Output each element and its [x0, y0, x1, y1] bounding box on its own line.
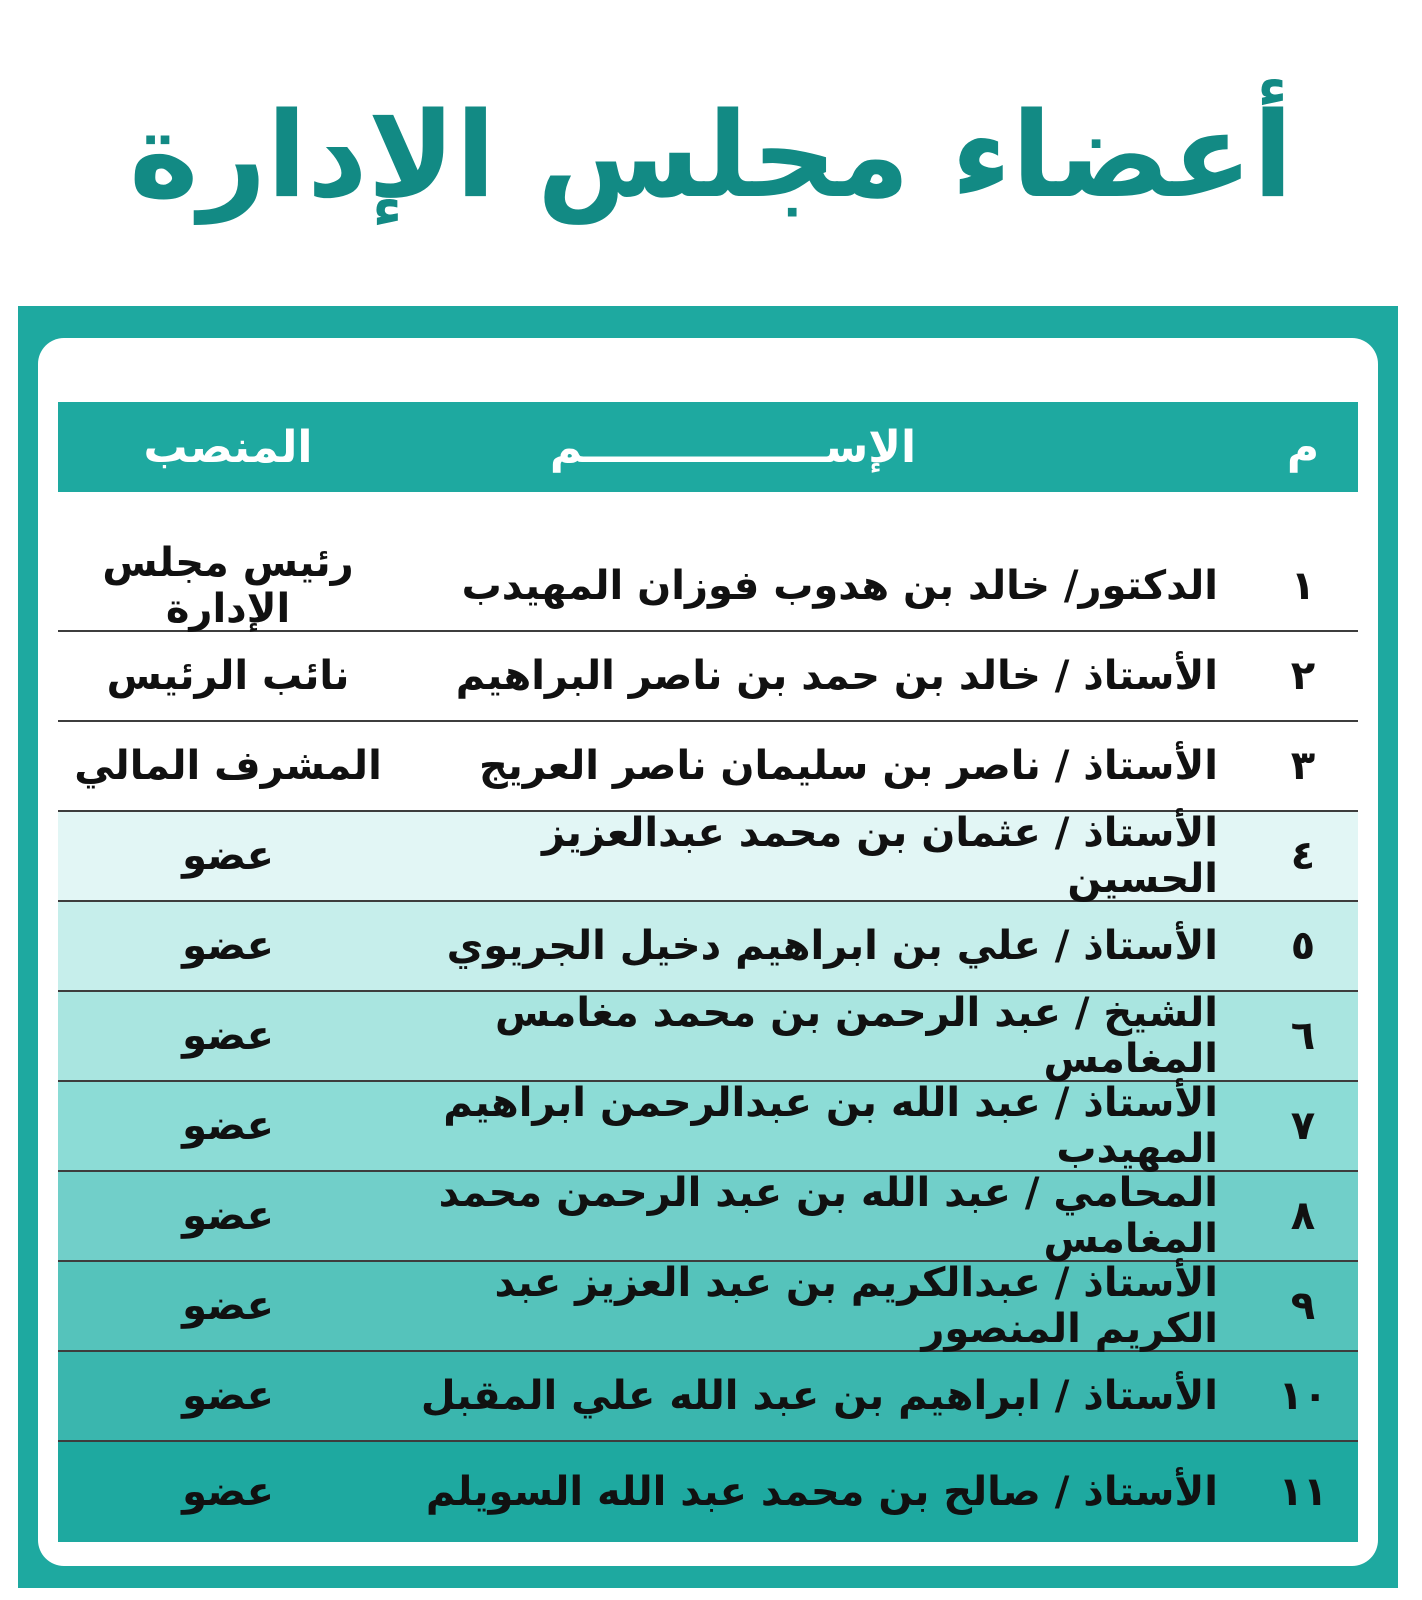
cell-role: المشرف المالي	[74, 743, 382, 789]
table-frame	[18, 306, 1398, 1588]
table-row	[58, 632, 1358, 722]
cell-role: عضو	[182, 1193, 274, 1239]
table-row	[58, 542, 1358, 632]
table-row	[58, 722, 1358, 812]
cell-num: ٨	[1290, 1193, 1316, 1239]
cell-role: عضو	[182, 1283, 274, 1329]
cell-role: عضو	[182, 1013, 274, 1059]
cell-role: عضو	[182, 833, 274, 879]
table-row	[58, 1262, 1358, 1352]
cell-num: ١	[1290, 563, 1316, 609]
cell-role: عضو	[182, 1103, 274, 1149]
cell-num: ١١	[1278, 1469, 1328, 1515]
cell-num: ٧	[1290, 1103, 1316, 1149]
cell-num: ٥	[1290, 923, 1316, 969]
cell-name: الشيخ / عبد الرحمن بن محمد مغامس المغامس	[495, 990, 1218, 1082]
header-num: م	[1286, 421, 1320, 473]
table-card	[38, 338, 1378, 1566]
cell-name: المحامي / عبد الله بن عبد الرحمن محمد المغامس	[438, 1170, 1218, 1262]
table-row	[58, 902, 1358, 992]
table-body	[58, 542, 1358, 1542]
cell-role: عضو	[182, 923, 274, 969]
cell-name: الأستاذ / عثمان بن محمد عبدالعزيز الحسين	[542, 810, 1218, 902]
cell-num: ٩	[1290, 1283, 1316, 1329]
members-table	[58, 402, 1358, 1542]
cell-name: الأستاذ / علي بن ابراهيم دخيل الجريوي	[446, 923, 1218, 969]
header-name: الإســــــــــــــــم	[549, 421, 917, 473]
cell-role: نائب الرئيس	[106, 653, 350, 699]
cell-name: الأستاذ / خالد بن حمد بن ناصر البراهيم	[455, 653, 1218, 699]
table-row	[58, 812, 1358, 902]
table-row	[58, 1082, 1358, 1172]
header-spacer	[58, 492, 1358, 542]
cell-name: الأستاذ / عبد الله بن عبدالرحمن ابراهيم المهيدب	[443, 1080, 1218, 1172]
cell-role: عضو	[182, 1469, 274, 1515]
cell-name: الأستاذ / ابراهيم بن عبد الله علي المقبل	[420, 1373, 1218, 1419]
table-row	[58, 992, 1358, 1082]
cell-num: ٤	[1290, 833, 1316, 879]
cell-role: رئيس مجلس الإدارة	[102, 540, 354, 632]
cell-name: الأستاذ / عبدالكريم بن عبد العزيز عبد الكريم المنصور	[494, 1260, 1218, 1352]
cell-name: الأستاذ / ناصر بن سليمان ناصر العريج	[478, 743, 1218, 789]
cell-num: ٢	[1290, 653, 1316, 699]
cell-num: ١٠	[1278, 1373, 1328, 1419]
table-row	[58, 1172, 1358, 1262]
cell-num: ٣	[1290, 743, 1316, 789]
cell-num: ٦	[1290, 1013, 1316, 1059]
header-role: المنصب	[143, 421, 313, 473]
cell-role: عضو	[182, 1373, 274, 1419]
table-header	[58, 402, 1358, 492]
table-row	[58, 1442, 1358, 1542]
cell-name: الأستاذ / صالح بن محمد عبد الله السويلم	[425, 1469, 1218, 1515]
page-title: أعضاء مجلس الإدارة	[128, 86, 1294, 224]
table-row	[58, 1352, 1358, 1442]
cell-name: الدكتور/ خالد بن هدوب فوزان المهيدب	[461, 563, 1218, 609]
